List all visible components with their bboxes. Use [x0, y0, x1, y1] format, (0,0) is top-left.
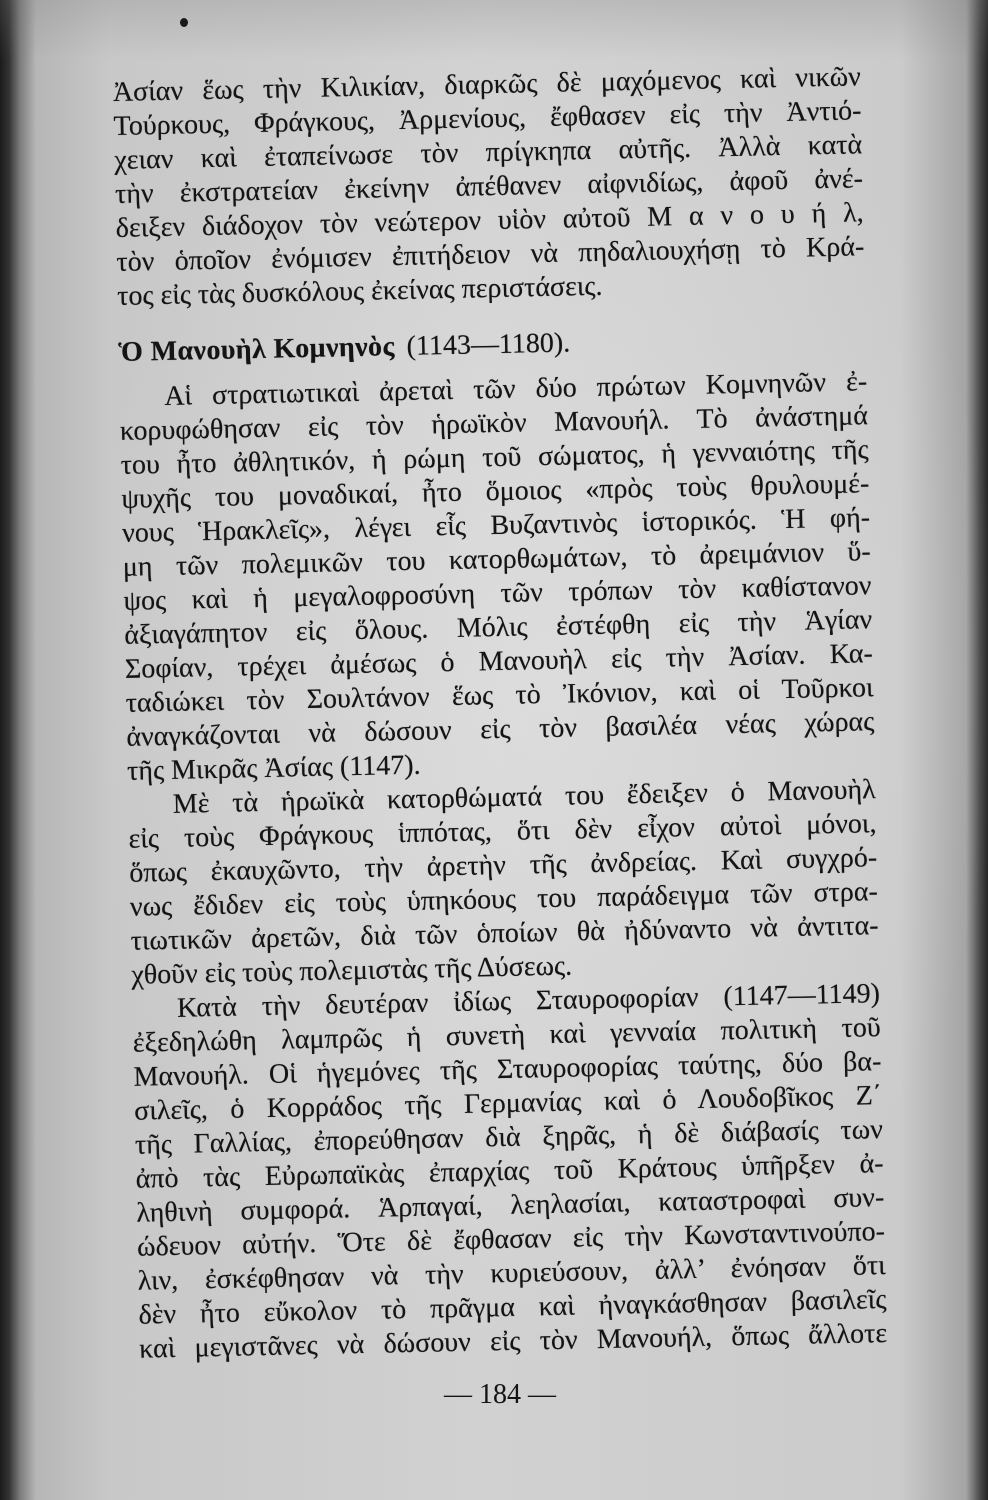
text-line: ἀναγκάζονται νὰ δώσουν εἰς τὸν βασιλέα νέας χώρας — [126, 706, 875, 753]
text-line: τιωτικῶν ἀρετῶν, διὰ τῶν ὁποίων θὰ ἠδύναντο νὰ ἀντιτα- — [130, 910, 879, 957]
intro-paragraph — [113, 60, 866, 314]
text-line: νως ἔδιδεν εἰς τοὺς ὑπηκόους του παράδειγμα τῶν στρα- — [129, 876, 879, 923]
heading-dates: (1143—1180). — [406, 327, 571, 362]
text-line: δειξεν διάδοχον τὸν νεώτερον υἱὸν αὐτοῦ Μ α ν ο υ ή λ, — [115, 197, 864, 244]
text-line: νους Ἡρακλεῖς», λέγει εἷς Βυζαντινὸς ἱστορικός. Ἡ φή- — [121, 502, 871, 549]
text-line: ἐξεδηλώθη λαμπρῶς ἡ συνετὴ καὶ γενναία πολιτικὴ τοῦ — [132, 1012, 881, 1059]
text-line: εἰς τοὺς Φράγκους ἱππότας, ὅτι δὲν εἶχον αὐτοὶ μόνοι, — [128, 808, 877, 855]
text-line: Τούρκους, Φράγκους, Ἀρμενίους, ἔφθασεν εἰς τὴν Ἀντιό- — [113, 95, 862, 142]
text-line: Ἀσίαν ἕως τὴν Κιλικίαν, διαρκῶς δὲ μαχόμενος καὶ νικῶν — [112, 61, 862, 108]
text-line: ταδιώκει τὸν Σουλτάνον ἕως τὸ Ἰκόνιον, καὶ οἱ Τοῦρκοι — [125, 672, 874, 719]
text-line: ὅπως ἐκαυχῶντο, τὴν ἀρετὴν τῆς ἀνδρείας. Καὶ συγχρό- — [128, 842, 878, 889]
text-line: τῆς Γαλλίας, ἐπορεύθησαν διὰ ξηρᾶς, ἡ δὲ διάβασίς των — [134, 1114, 884, 1161]
text-line: Αἱ στρατιωτικαὶ ἀρεταὶ τῶν δύο πρώτων Κομνηνῶν ἐ- — [163, 366, 868, 412]
text-line: κορυφώθησαν εἰς τὸν ἡρωϊκὸν Μανουήλ. Τὸ ἀνάστημά — [119, 400, 869, 447]
text-line: δὲν ἦτο εὔκολον τὸ πρᾶγμα καὶ ἠναγκάσθησαν βασιλεῖς — [138, 1284, 887, 1331]
text-line: μη τῶν πολεμικῶν του κατορθωμάτων, τὸ ἀρειμάνιον ὕ- — [122, 536, 872, 583]
text-line: Κατὰ τὴν δευτέραν ἰδίως Σταυροφορίαν (1147—1149) — [176, 978, 881, 1024]
paragraph-2 — [127, 773, 879, 993]
text-line: Σοφίαν, τρέχει ἀμέσως ὁ Μανουὴλ εἰς τὴν Ἀσίαν. Κα- — [124, 638, 874, 685]
text-line: του ἦτο ἀθλητικόν, ἡ ρώμη τοῦ σώματος, ἡ γενναιότης τῆς — [120, 434, 869, 481]
text-line: ἀξιαγάπητον εἰς ὅλους. Μόλις ἐστέφθη εἰς τὴν Ἁγίαν — [123, 604, 873, 651]
page-number: — 184 — — [444, 1379, 556, 1410]
text-line: τος εἰς τὰς δυσκόλους ἐκείνας περιστάσεις. — [116, 270, 603, 312]
text-line: Μὲ τὰ ἡρωϊκὰ κατορθώματά του ἔδειξεν ὁ Μανουὴλ — [172, 774, 877, 820]
text-line: καὶ μεγιστᾶνες νὰ δώσουν εἰς τὸν Μανουήλ, ὅπως ἄλλοτε — [138, 1318, 888, 1365]
text-line: ψυχῆς του μοναδικαί, ἦτο ὅμοιος «πρὸς τοὺς θρυλουμέ- — [121, 468, 870, 515]
text-line: χειαν καὶ ἐταπείνωσε τὸν πρίγκηπα αὐτῆς. Ἀλλὰ κατὰ — [114, 129, 863, 176]
text-line: λιν, ἐσκέφθησαν νὰ τὴν κυριεύσουν, ἀλλ’ ἐνόησαν ὅτι — [137, 1250, 886, 1297]
text-line: τὸν ὁποῖον ἐνόμισεν ἐπιτήδειον νὰ πηδαλιουχήσῃ τὸ Κρά- — [116, 231, 865, 278]
text-line: τῆς Μικρᾶς Ἀσίας (1147). — [126, 749, 421, 787]
text-line: σιλεῖς, ὁ Κορράδος τῆς Γερμανίας καὶ ὁ Λουδοβῖκος Ζ΄ — [133, 1080, 883, 1127]
text-line: τὴν ἐκστρατείαν ἐκείνην ἀπέθανεν αἰφνιδίως, ἀφοῦ ἀνέ- — [114, 163, 864, 210]
paragraph-1 — [119, 365, 875, 789]
section-heading — [118, 320, 867, 370]
text-line: ληθινὴ συμφορά. Ἁρπαγαί, λεηλασίαι, καταστροφαὶ συν- — [136, 1182, 885, 1229]
paragraph-3 — [132, 977, 888, 1367]
ink-dot — [180, 18, 188, 27]
page-text — [113, 60, 888, 1366]
text-line: ψος καὶ ἡ μεγαλοφροσύνη τῶν τρόπων τὸν καθίστανον — [123, 570, 872, 617]
text-line: χθοῦν εἰς τοὺς πολεμιστὰς τῆς Δύσεως. — [131, 950, 573, 991]
heading-title: Ὁ Μανουὴλ Κομνηνὸς — [118, 331, 395, 368]
text-line: ώδευον αὐτήν. Ὅτε δὲ ἔφθασαν εἰς τὴν Κωνσταντινούπο- — [136, 1216, 886, 1263]
text-line: ἀπὸ τὰς Εὐρωπαϊκὰς ἐπαρχίας τοῦ Κράτους ὑπῆρξεν ἀ- — [135, 1148, 884, 1195]
text-line: Μανουήλ. Οἱ ἡγεμόνες τῆς Σταυροφορίας ταύτης, δύο βα- — [133, 1046, 882, 1093]
